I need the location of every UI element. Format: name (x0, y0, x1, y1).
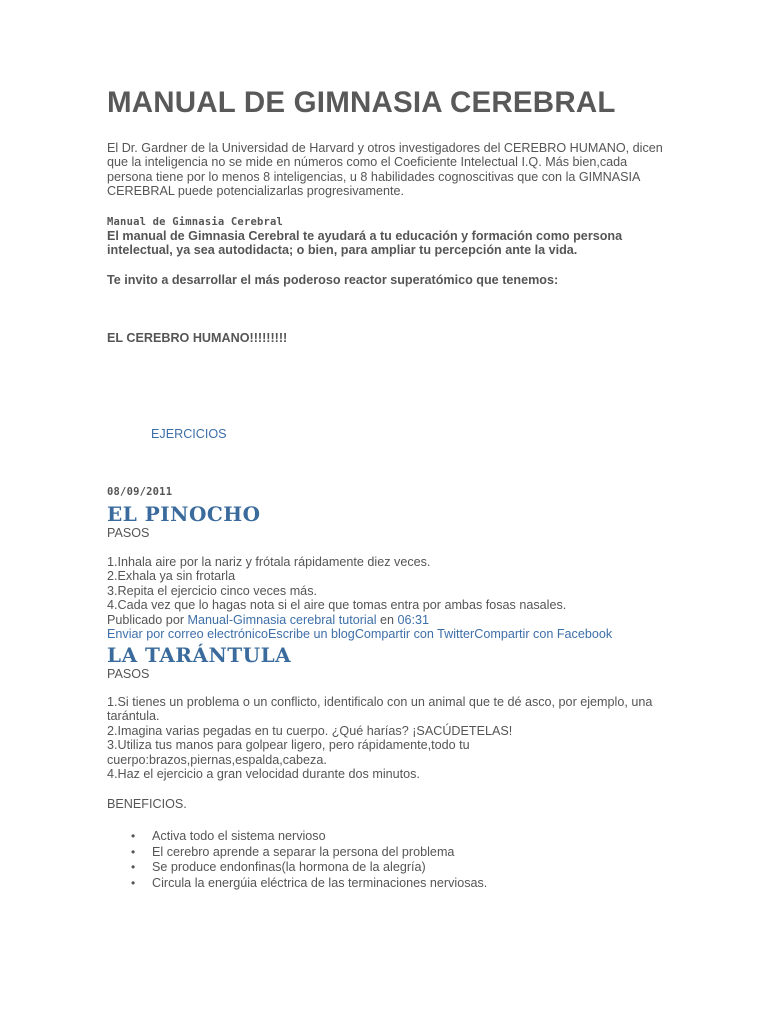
benefits-list (129, 829, 487, 891)
step-line: 1.Si tienes un problema o un conflicto, identificalo con un animal que te dé asco, por ejemplo, una (107, 695, 653, 709)
bullet-icon: • (131, 860, 136, 875)
pasos-label: PASOS (107, 526, 150, 540)
step-line: 3.Repita el ejercicio cinco veces más. (107, 583, 317, 598)
bullet-icon: • (131, 875, 136, 890)
step-line: 2.Imagina varias pegadas en tu cuerpo. ¿Qué harías? ¡SACÚDETELAS! (107, 723, 513, 738)
step-line: 4.Haz el ejercicio a gran velocidad durante dos minutos. (107, 767, 420, 782)
list-item (129, 876, 487, 892)
manual-line: intelectual, ya sea autodidacta; o bien, para ampliar tu percepción ante la vida. (107, 243, 578, 258)
tarantula-steps (107, 695, 667, 781)
benefit-text: Activa todo el sistema nervioso (152, 829, 326, 843)
benefit-text: Circula la energúia eléctrica de las terminaciones nerviosas. (152, 875, 488, 890)
post-date: 08/09/2011 (107, 486, 173, 498)
page-title: MANUAL DE GIMNASIA CEREBRAL (107, 86, 616, 119)
beneficios-label: BENEFICIOS. (107, 797, 187, 811)
list-item (129, 845, 487, 861)
brain-heading: EL CEREBRO HUMANO!!!!!!!!! (107, 331, 288, 345)
step-line: 3.Utiliza tus manos para golpear ligero, pero rápidamente,todo tu (107, 738, 470, 753)
ejercicios-link[interactable]: EJERCICIOS (151, 427, 227, 441)
time-link[interactable]: 06:31 (397, 612, 430, 627)
author-link[interactable]: Manual-Gimnasia cerebral tutorial (187, 612, 377, 627)
bullet-icon: • (131, 844, 136, 859)
intro-line: persona tiene por lo menos 8 inteligencias, u 8 habilidades cognoscitivas que con la GIMNASIA (107, 169, 641, 184)
manual-subheading: Manual de Gimnasia Cerebral (107, 216, 284, 228)
step-line: 1.Inhala aire por la nariz y frótala rápidamente diez veces. (107, 555, 431, 569)
share-links (107, 627, 667, 641)
post-title-tarantula[interactable]: LA TARÁNTULA (107, 643, 292, 667)
pasos-label: PASOS (107, 667, 150, 681)
intro-line: CEREBRAL puede potencializarlas progresivamente. (107, 184, 405, 199)
step-line: 4.Cada vez que lo hagas nota si el aire que tomas entra por ambas fosas nasales. (107, 598, 567, 613)
post-title-pinocho[interactable]: EL PINOCHO (107, 502, 261, 526)
step-line: cuerpo:brazos,piernas,espalda,cabeza. (107, 752, 327, 767)
pinocho-steps (107, 555, 667, 641)
published-mid: en (376, 612, 398, 627)
published-line (107, 613, 667, 627)
share-twitter-link[interactable]: Compartir con Twitter (354, 627, 475, 642)
published-prefix: Publicado por (107, 612, 188, 627)
benefit-text: Se produce endonfinas(la hormona de la alegría) (152, 860, 426, 875)
step-line: tarántula. (107, 709, 160, 724)
intro-paragraph (107, 141, 667, 199)
list-item (129, 860, 487, 876)
share-blog-link[interactable]: Escribe un blog (268, 627, 355, 642)
invite-text: Te invito a desarrollar el más poderoso reactor superatómico que tenemos: (107, 273, 559, 287)
share-facebook-link[interactable]: Compartir con Facebook (474, 627, 613, 642)
step-line: 2.Exhala ya sin frotarla (107, 569, 236, 584)
intro-line: El Dr. Gardner de la Universidad de Harvard y otros investigadores del CEREBRO HUMANO, dicen (107, 141, 663, 155)
manual-paragraph (107, 229, 667, 258)
manual-line: El manual de Gimnasia Cerebral te ayudará a tu educación y formación como persona (107, 229, 623, 243)
intro-line: que la inteligencia no se mide en números como el Coeficiente Intelectual I.Q. Más bien,cada (107, 155, 628, 170)
list-item (129, 829, 487, 845)
benefit-text: El cerebro aprende a separar la persona del problema (152, 844, 455, 859)
share-email-link[interactable]: Enviar por correo electrónico (107, 627, 268, 642)
bullet-icon: • (131, 829, 136, 843)
